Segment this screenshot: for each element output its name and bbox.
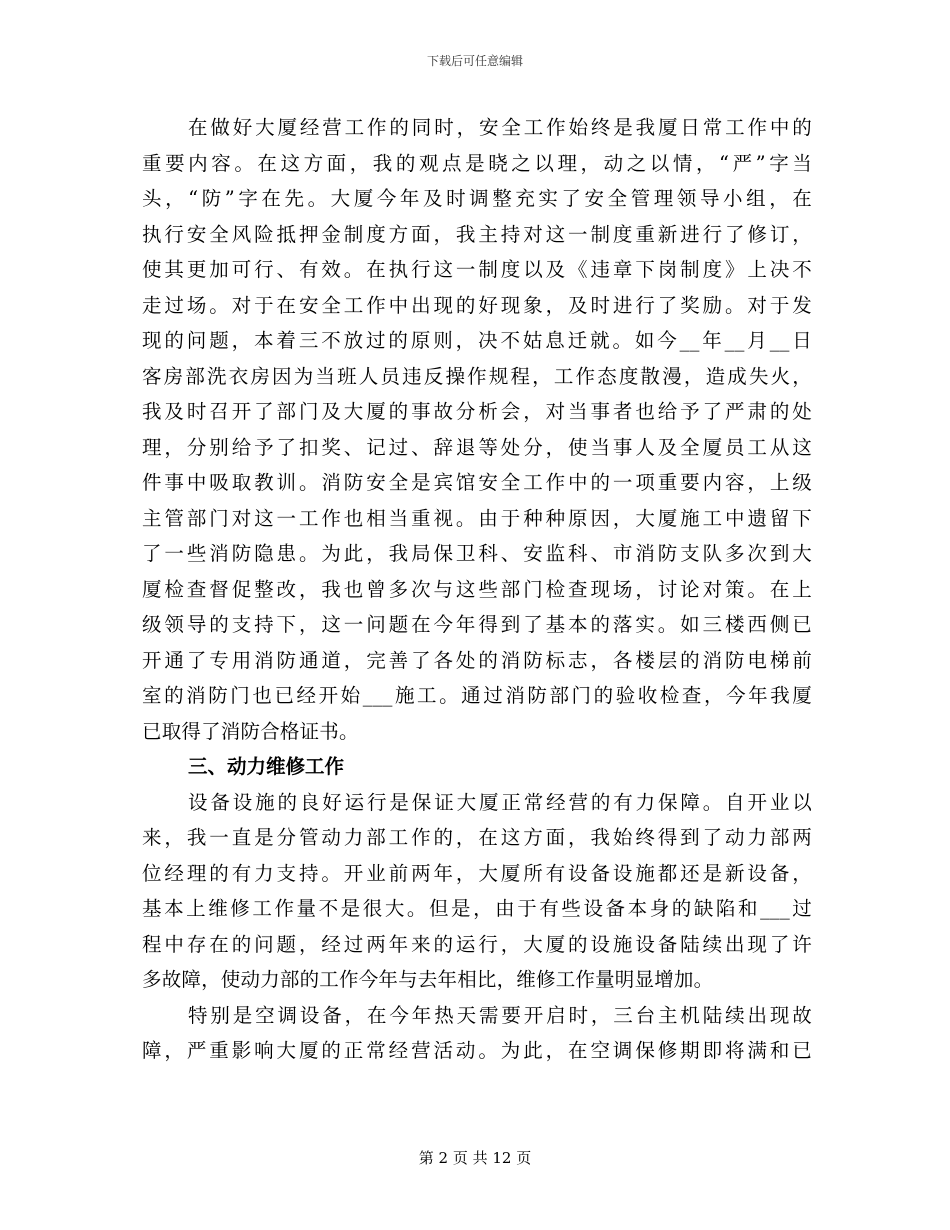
page-footer: 第 2 页 共 12 页 [418,1149,532,1167]
text-line: 客房部洗衣房因为当班人员违反操作规程，工作态度散漫，造成失火， [142,364,812,388]
text-line: 多故障，使动力部的工作今年与去年相比，维修工作量明显增加。 [142,968,714,991]
text-line: 基本上维修工作量不是很大。但是，由于有些设备本身的缺陷和___过 [142,897,812,920]
text-line: 室的消防门也已经开始___施工。通过消防部门的验收检查，今年我厦 [142,684,812,707]
paragraph-maintenance [142,785,812,998]
text-line: 已取得了消防合格证书。 [142,719,359,743]
text-line: 厦检查督促整改，我也曾多次与这些部门检查现场，讨论对策。在上 [142,577,812,601]
text-line: 来，我一直是分管动力部工作的，在这方面，我始终得到了动力部两 [142,826,812,849]
text-line: 走过场。对于在安全工作中出现的好现象，及时进行了奖励。对于发 [142,293,812,317]
text-line: 开通了专用消防通道，完善了各处的消防标志，各楼层的消防电梯前 [142,648,812,672]
paragraph-safety [142,110,812,749]
text-line: 设备设施的良好运行是保证大厦正常经营的有力保障。自开业以 [188,790,812,814]
text-line: 障，严重影响大厦的正常经营活动。为此，在空调保修期即将满和已 [142,1039,812,1062]
page-header: 下载后可任意编辑 [426,54,523,68]
text-line: 现的问题，本着三不放过的原则，决不姑息迁就。如今__年__月__日 [142,329,812,352]
text-line: 件事中吸取教训。消防安全是宾馆安全工作中的一项重要内容，上级 [142,471,812,494]
text-line: 在做好大厦经营工作的同时，安全工作始终是我厦日常工作中的 [188,116,812,139]
text-line: 主管部门对这一工作也相当重视。由于种种原因，大厦施工中遗留下 [142,506,812,530]
text-line: 理，分别给予了扣奖、记过、辞退等处分，使当事人及全厦员工从这 [142,435,812,459]
text-line: 特别是空调设备，在今年热天需要开启时，三台主机陆续出现故 [188,1003,812,1027]
text-line: 级领导的支持下，这一问题在今年得到了基本的落实。如三楼西侧已 [142,613,812,636]
text-line: 使其更加可行、有效。在执行这一制度以及《违章下岗制度》上决不 [142,258,812,281]
text-line: 执行安全风险抵押金制度方面，我主持对这一制度重新进行了修订， [142,222,812,246]
text-line: 重要内容。在这方面，我的观点是晓之以理，动之以情，“严”字当 [142,151,812,175]
section-heading: 三、动力维修工作 [188,755,345,778]
paragraph-air-conditioning [142,998,812,1069]
text-line: 头，“防”字在先。大厦今年及时调整充实了安全管理领导小组，在 [142,187,812,210]
text-line: 程中存在的问题，经过两年来的运行，大厦的设施设备陆续出现了许 [142,932,812,956]
document-body [142,110,812,1069]
text-line: 位经理的有力支持。开业前两年，大厦所有设备设施都还是新设备， [142,861,812,885]
text-line: 了一些消防隐患。为此，我局保卫科、安监科、市消防支队多次到大 [142,542,812,565]
text-line: 我及时召开了部门及大厦的事故分析会，对当事者也给予了严肃的处 [142,400,812,423]
